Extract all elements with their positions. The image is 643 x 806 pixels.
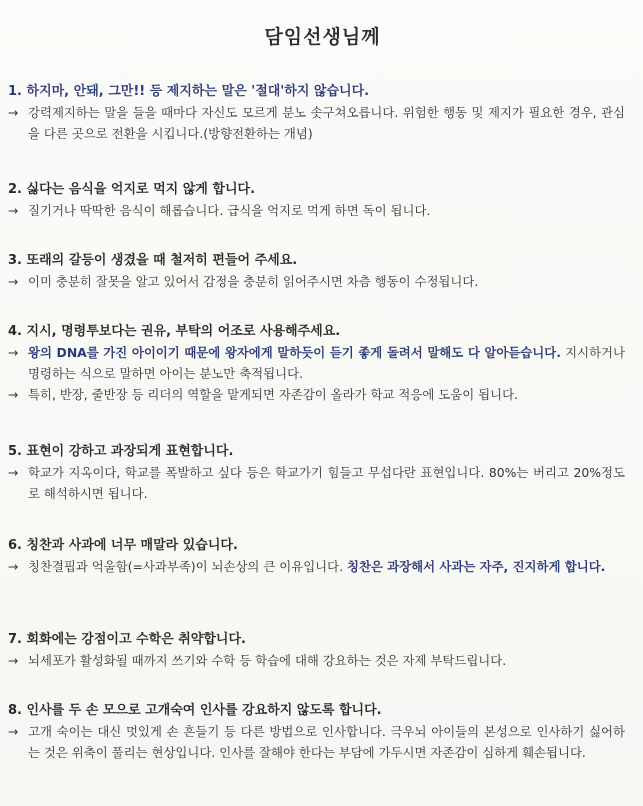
section-8-heading: 8. 인사를 두 손 모으로 고개숙여 인사를 강요하지 않도록 합니다. xyxy=(8,703,382,718)
section-1-heading-text: 1. 하지마, 안돼, 그만!! 등 제지하는 말은 '절대'하지 않습니다. xyxy=(8,84,370,99)
arrow-right-icon: → xyxy=(8,724,19,739)
arrow-right-icon: → xyxy=(8,653,19,668)
section-6-item-1-highlight: 칭찬은 과장해서 사과는 자주, 진지하게 합니다. xyxy=(346,559,606,574)
section-5 xyxy=(8,442,625,504)
arrow-right-icon: → xyxy=(8,559,19,574)
section-8-item-1 xyxy=(8,721,625,763)
section-4-item-1-bold: 왕의 DNA를 가진 아이이기 때문에 왕자에게 말하듯이 듣기 좋게 돌려서 말해도 다 알아듣습니다. xyxy=(28,345,561,360)
section-1-item-1-text: 강력제지하는 말을 들을 때마다 자신도 모르게 분노 솟구쳐오릅니다. 위험한 행동 및 제지가 필요한 경우, 관심을 다른 곳으로 전환을 시킵니다.(방향전환하는 개념) xyxy=(28,105,625,141)
section-2-item-1-text: 질기거나 딱딱한 음식이 해롭습니다. 급식을 억지로 먹게 하면 독이 됩니다. xyxy=(28,203,431,218)
section-7-item-1-text: 뇌세포가 활성화될 때까지 쓰기와 수학 등 학습에 대해 강요하는 것은 자제 부탁드립니다. xyxy=(28,653,507,668)
section-8 xyxy=(8,701,625,763)
section-1-heading xyxy=(8,82,625,102)
section-5-item-1 xyxy=(8,462,625,504)
section-3-item-1-text: 이미 충분히 잘못을 알고 있어서 감정을 충분히 읽어주시면 차츰 행동이 수정됩니다. xyxy=(28,274,479,289)
section-6 xyxy=(8,536,625,577)
arrow-right-icon: → xyxy=(8,274,19,289)
section-6-item-1-plain: 칭찬결핍과 억울함(=사과부족)이 뇌손상의 큰 이유입니다. xyxy=(28,559,347,574)
section-4-item-1-text xyxy=(28,342,625,384)
arrow-right-icon: → xyxy=(8,465,19,480)
section-6-item-1-text xyxy=(28,556,625,577)
section-4 xyxy=(8,322,625,405)
section-8-item-1-text: 고개 숙이는 대신 멋있게 손 흔들기 등 다른 방법으로 인사합니다. 극우뇌 아이들의 본성으로 인사하기 싫어하는 것은 위축이 풀리는 현상입니다. 인사를 잘해야 한다는 부담에 가두시면 자존감이 심하게 훼손됩니다. xyxy=(28,724,625,760)
section-5-heading: 5. 표현이 강하고 과장되게 표현합니다. xyxy=(8,444,234,459)
arrow-right-icon: → xyxy=(8,203,19,218)
section-7-item-1 xyxy=(8,650,625,671)
section-5-item-1-text: 학교가 지옥이다, 학교를 폭발하고 싶다 등은 학교가기 힘들고 무섭다란 표현입니다. 80%는 버리고 20%정도로 해석하시면 됩니다. xyxy=(28,465,625,501)
section-3-item-1 xyxy=(8,271,625,292)
section-6-item-1 xyxy=(8,556,625,577)
page-title: 담임선생님께 xyxy=(264,26,381,48)
section-4-heading: 4. 지시, 명령투보다는 권유, 부탁의 어조로 사용해주세요. xyxy=(8,324,341,339)
section-2-heading: 2. 싫다는 음식을 억지로 먹지 않게 합니다. xyxy=(8,182,256,197)
section-3 xyxy=(8,251,625,292)
section-3-heading: 3. 또래의 갈등이 생겼을 때 철저히 편들어 주세요. xyxy=(8,253,298,268)
section-7 xyxy=(8,630,625,671)
section-1-item-1 xyxy=(8,102,625,144)
section-2-item-1 xyxy=(8,200,625,221)
arrow-right-icon: → xyxy=(8,345,19,360)
section-6-heading: 6. 칭찬과 사과에 너무 매말라 있습니다. xyxy=(8,538,238,553)
section-4-item-2-text: 특히, 반장, 줄반장 등 리더의 역할을 맡게되면 자존감이 올라가 학교 적응에 도움이 됩니다. xyxy=(28,387,518,402)
arrow-right-icon: → xyxy=(8,105,19,120)
section-4-item-1 xyxy=(8,342,625,384)
section-7-heading: 7. 회화에는 강점이고 수학은 취약합니다. xyxy=(8,632,246,647)
section-4-item-2 xyxy=(8,384,625,405)
section-1 xyxy=(8,82,625,144)
section-2 xyxy=(8,180,625,221)
section-4-item-1-rest: 지시하거나 명령하는 식으로 말하면 아이는 분노만 축적됩니다. xyxy=(28,345,625,381)
arrow-right-icon: → xyxy=(8,387,19,402)
